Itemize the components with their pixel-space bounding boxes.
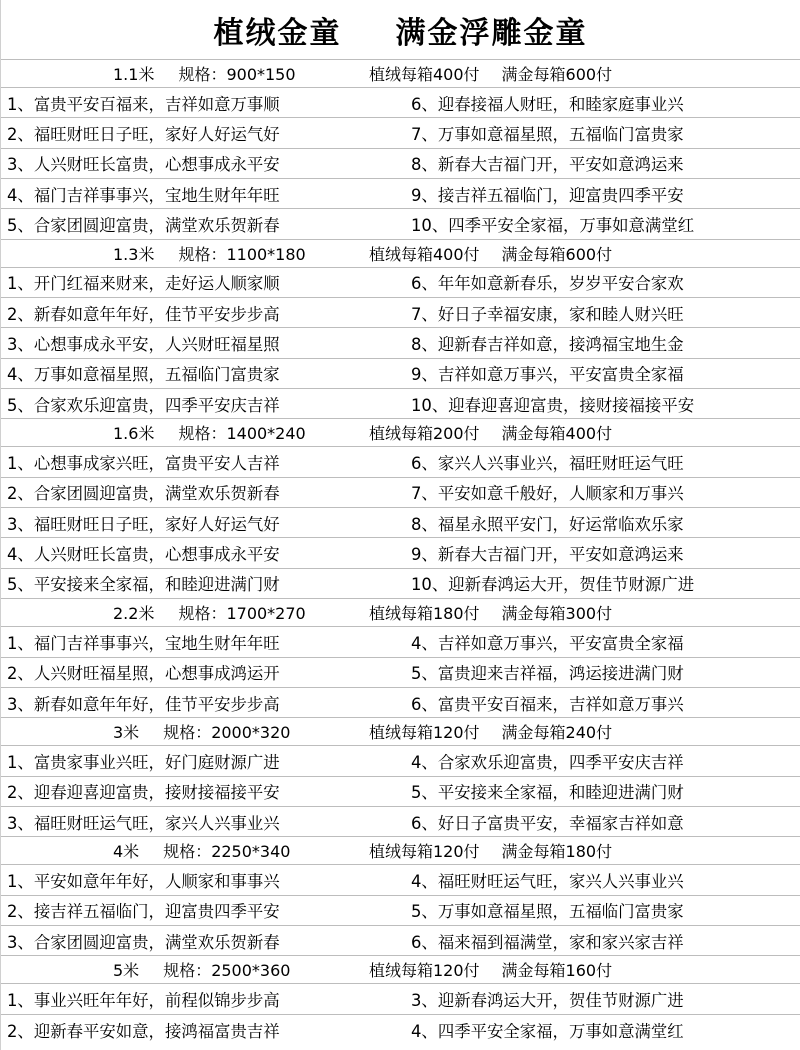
size-spec (1, 601, 369, 624)
couplet-left: 2、福旺财旺日子旺，家好人好运气好 (7, 125, 280, 145)
couplet-left: 3、福旺财旺日子旺，家好人好运气好 (7, 514, 280, 534)
couplet-right: 7、平安如意千般好，人顺家和万事兴 (411, 484, 684, 504)
couplet-row (1, 179, 800, 209)
couplet-left: 3、新春如意年年好，佳节平安步步高 (7, 694, 280, 714)
couplet-right: 8、新春大吉福门开，平安如意鸿运来 (411, 155, 684, 175)
couplet-right: 5、富贵迎来吉祥福，鸿运接进满门财 (411, 664, 684, 684)
gold-box-qty: 满金每箱240付 (501, 723, 613, 743)
couplet-right: 5、平安接来全家福，和睦迎进满门财 (411, 783, 684, 803)
couplet-right: 6、福来福到福满堂，家和家兴家吉祥 (411, 932, 684, 952)
size-label: 3米 (113, 723, 140, 743)
spec-label: 规格：1100*180 (178, 244, 306, 264)
couplet-right: 3、迎新春鸿运大开，贺佳节财源广进 (411, 990, 684, 1010)
spec-label: 规格：2250*340 (163, 842, 291, 862)
couplet-left: 5、合家团圆迎富贵，满堂欢乐贺新春 (7, 216, 280, 236)
spec-label: 规格：2500*360 (163, 961, 291, 981)
couplet-left: 1、福门吉祥事事兴，宝地生财年年旺 (7, 633, 280, 653)
couplet-left: 2、迎新春平安如意，接鸿福富贵吉祥 (7, 1021, 280, 1041)
flock-box-qty: 植绒每箱120付 (369, 842, 480, 862)
couplet-left: 1、事业兴旺年年好，前程似锦步步高 (7, 990, 280, 1010)
couplet-right: 4、福旺财旺运气旺，家兴人兴事业兴 (411, 871, 684, 891)
couplet-row (1, 926, 800, 956)
couplet-left: 1、心想事成家兴旺，富贵平安人吉祥 (7, 454, 280, 474)
couplet-row (1, 118, 800, 148)
couplet-right: 6、家兴人兴事业兴，福旺财旺运气旺 (411, 454, 684, 474)
flock-box-qty: 植绒每箱400付 (369, 65, 480, 84)
couplet-row (1, 569, 800, 599)
couplet-right: 8、福星永照平安门，好运常临欢乐家 (411, 514, 684, 534)
size-label: 1.1米 (113, 65, 155, 84)
size-label: 4米 (113, 842, 140, 862)
couplet-row (1, 328, 800, 358)
couplet-left: 3、人兴财旺长富贵，心想事成永平安 (7, 155, 280, 175)
section-header (1, 718, 800, 746)
gold-box-qty: 满金每箱160付 (501, 961, 613, 981)
couplet-row (1, 88, 800, 118)
section-header (1, 419, 800, 447)
couplet-row (1, 777, 800, 807)
couplet-right: 4、吉祥如意万事兴，平安富贵全家福 (411, 633, 684, 653)
couplet-right: 6、年年如意新春乐，岁岁平安合家欢 (411, 274, 684, 294)
couplet-left: 1、富贵家事业兴旺，好门庭财源广进 (7, 752, 280, 772)
couplet-row (1, 209, 800, 239)
section-header (1, 956, 800, 984)
couplet-left: 2、人兴财旺福星照，心想事成鸿运开 (7, 664, 280, 684)
couplet-left: 5、合家欢乐迎富贵，四季平安庆吉祥 (7, 395, 280, 415)
couplet-row (1, 298, 800, 328)
couplet-left: 4、人兴财旺长富贵，心想事成永平安 (7, 545, 280, 565)
couplet-row (1, 447, 800, 477)
couplet-left: 4、万事如意福星照，五福临门富贵家 (7, 365, 280, 385)
couplet-left: 2、合家团圆迎富贵，满堂欢乐贺新春 (7, 484, 280, 504)
couplet-row (1, 359, 800, 389)
couplet-left: 2、接吉祥五福临门，迎富贵四季平安 (7, 902, 280, 922)
couplet-row (1, 1015, 800, 1045)
couplet-right: 7、好日子幸福安康，家和睦人财兴旺 (411, 304, 684, 324)
spec-label: 规格：1400*240 (178, 424, 306, 444)
gold-box-qty: 满金每箱600付 (501, 244, 613, 264)
section-header (1, 837, 800, 865)
couplet-row (1, 865, 800, 895)
flock-box-qty: 植绒每箱180付 (369, 604, 480, 624)
couplet-right: 6、好日子富贵平安，幸福家吉祥如意 (411, 813, 684, 833)
couplet-left: 1、富贵平安百福来，吉祥如意万事顺 (7, 94, 280, 114)
flock-box-qty: 植绒每箱120付 (369, 723, 480, 743)
size-spec (1, 62, 369, 85)
couplet-right: 4、四季平安全家福，万事如意满堂红 (411, 1021, 684, 1041)
couplet-row (1, 658, 800, 688)
couplet-row (1, 149, 800, 179)
spec-label: 规格：900*150 (178, 65, 296, 84)
size-spec (1, 839, 369, 862)
couplet-right: 10、四季平安全家福，万事如意满堂红 (411, 216, 695, 236)
couplet-right: 9、吉祥如意万事兴，平安富贵全家福 (411, 365, 684, 385)
size-label: 5米 (113, 961, 140, 981)
couplet-right: 4、合家欢乐迎富贵，四季平安庆吉祥 (411, 752, 684, 772)
title-gold-relief: 满金浮雕金童 (395, 15, 588, 51)
size-spec (1, 242, 369, 265)
couplet-left: 3、心想事成永平安，人兴财旺福星照 (7, 335, 280, 355)
page-title (1, 0, 800, 60)
sections-container (1, 60, 800, 1045)
couplet-left: 1、开门红福来财来，走好运人顺家顺 (7, 274, 280, 294)
couplet-row (1, 627, 800, 657)
section-header (1, 240, 800, 268)
section-header (1, 599, 800, 627)
couplet-left: 2、迎春迎喜迎富贵，接财接福接平安 (7, 783, 280, 803)
couplet-row (1, 389, 800, 419)
couplet-right: 6、迎春接福人财旺，和睦家庭事业兴 (411, 94, 684, 114)
couplet-row (1, 478, 800, 508)
size-label: 1.6米 (113, 424, 155, 444)
flock-box-qty: 植绒每箱120付 (369, 961, 480, 981)
couplet-right: 5、万事如意福星照，五福临门富贵家 (411, 902, 684, 922)
gold-box-qty: 满金每箱180付 (501, 842, 613, 862)
size-label: 1.3米 (113, 244, 155, 264)
section-header (1, 60, 800, 88)
gold-box-qty: 满金每箱400付 (501, 424, 613, 444)
couplet-row (1, 508, 800, 538)
size-spec (1, 958, 369, 981)
couplet-right: 6、富贵平安百福来，吉祥如意万事兴 (411, 694, 684, 714)
size-spec (1, 421, 369, 444)
gold-box-qty: 满金每箱300付 (501, 604, 613, 624)
couplet-left: 1、平安如意年年好，人顺家和事事兴 (7, 871, 280, 891)
title-flock: 植绒金童 (213, 15, 342, 51)
couplet-row (1, 746, 800, 776)
size-label: 2.2米 (113, 604, 155, 624)
couplet-right: 7、万事如意福星照，五福临门富贵家 (411, 125, 684, 145)
couplet-right: 8、迎新春吉祥如意，接鸿福宝地生金 (411, 335, 684, 355)
couplet-row (1, 688, 800, 718)
couplet-right: 9、接吉祥五福临门，迎富贵四季平安 (411, 185, 684, 205)
flock-box-qty: 植绒每箱400付 (369, 244, 480, 264)
couplet-row (1, 984, 800, 1014)
couplet-left: 3、合家团圆迎富贵，满堂欢乐贺新春 (7, 932, 280, 952)
couplet-left: 4、福门吉祥事事兴，宝地生财年年旺 (7, 185, 280, 205)
couplet-right: 10、迎新春鸿运大开，贺佳节财源广进 (411, 575, 695, 595)
couplet-row (1, 807, 800, 837)
size-spec (1, 720, 369, 743)
couplet-left: 3、福旺财旺运气旺，家兴人兴事业兴 (7, 813, 280, 833)
couplet-left: 2、新春如意年年好，佳节平安步步高 (7, 304, 280, 324)
spec-label: 规格：1700*270 (178, 604, 306, 624)
flock-box-qty: 植绒每箱200付 (369, 424, 480, 444)
spec-label: 规格：2000*320 (163, 723, 291, 743)
couplet-row (1, 268, 800, 298)
gold-box-qty: 满金每箱600付 (501, 65, 613, 84)
couplet-row (1, 538, 800, 568)
couplet-right: 10、迎春迎喜迎富贵，接财接福接平安 (411, 395, 695, 415)
couplet-left: 5、平安接来全家福，和睦迎进满门财 (7, 575, 280, 595)
couplet-right: 9、新春大吉福门开，平安如意鸿运来 (411, 545, 684, 565)
couplet-row (1, 896, 800, 926)
